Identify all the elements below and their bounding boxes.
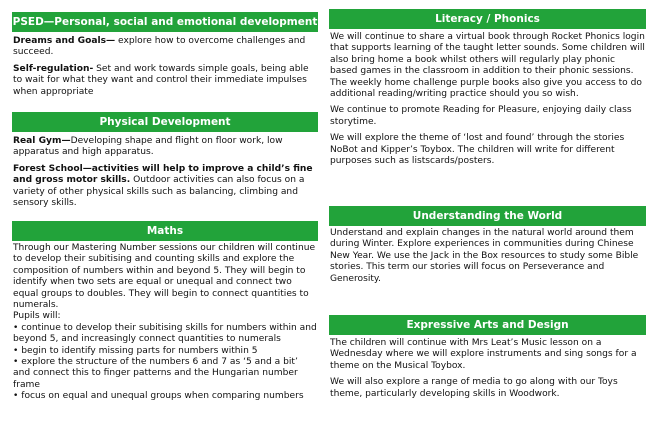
ead-body (330, 338, 645, 405)
forest-label: Forest School—activities will help to improve a child’s fine and gross motor skills. (13, 163, 313, 186)
psed-dreams (13, 36, 317, 59)
gym-label: Real Gym— (13, 136, 71, 146)
literacy-p2: We continue to promote Reading for Pleasure, enjoying daily class storytime. (330, 105, 632, 127)
maths-section (12, 221, 318, 426)
psed-section (12, 12, 318, 112)
utw-body (330, 228, 645, 290)
literacy-p1: We will continue to share a virtual book through Rocket Phonics login that supports learning of the taught letter sounds. Some children will also bring home a book whilst others will regularly play phonic based games in the classroom in addition to their phonic sessions. The weekly home challenge purple books also give you access to do additional reading/writing practice should you so wish. (330, 32, 645, 100)
ead-p1: The children will continue with Mrs Leat’s Music lesson on a Wednesday where we will explore instruments and sing songs for a theme on the Musical Toybox. (330, 338, 637, 371)
maths-bullets (13, 323, 317, 403)
physical-forest (13, 164, 317, 210)
maths-body (13, 243, 317, 403)
physical-header: Physical Development (12, 112, 318, 132)
ead-p2: We will also explore a range of media to go along with our Toys theme, particularly developing skills in Woodwork. (330, 377, 618, 399)
psed-body (13, 36, 317, 103)
selfreg-label: Self-regulation- (13, 63, 94, 74)
forest-text: Outdoor activities can also focus on a variety of other physical skills such as balancing, climbing and sensory skills. (13, 175, 305, 209)
selfreg-text: Set and work towards simple goals, being able to wait for what they want and control their immediate impulses when appropriate (13, 63, 309, 97)
dreams-label: Dreams and Goals— (13, 36, 116, 46)
physical-section (12, 112, 318, 220)
literacy-section (329, 9, 646, 205)
list-item: • continue to develop their subitising skills for numbers within and beyond 5, and increasingly connect quantities to numerals (13, 322, 317, 345)
maths-header: Maths (12, 221, 318, 241)
physical-body (13, 136, 317, 214)
list-item: • explore the structure of the numbers 6 and 7 as ‘5 and a bit’ and connect this to finger patterns and the Hungarian number frame (13, 357, 298, 390)
psed-selfreg (13, 64, 317, 98)
ead-section (329, 315, 646, 426)
utw-section (329, 206, 646, 314)
physical-gym (13, 136, 317, 159)
literacy-body (330, 32, 645, 172)
gym-text: Developing shape and flight on floor work, low apparatus and high apparatus. (13, 136, 283, 158)
list-item: • begin to identify missing parts for numbers within 5 (13, 345, 258, 356)
literacy-p3: We will explore the theme of ‘lost and found’ through the stories NoBot and Kipper’s Toybox. The children will write for different purposes such as listscards/posters. (330, 133, 625, 167)
maths-pupils-label: Pupils will: (13, 311, 61, 322)
utw-p1: Understand and explain changes in the natural world around them during Winter. Explore experiences in communities during Chinese New Year. We use the Jack in the Box resources to study some Bible stories. This term our stories will focus on Perseverance and Generosity. (330, 228, 639, 284)
utw-header: Understanding the World (329, 206, 646, 226)
literacy-header: Literacy / Phonics (329, 9, 646, 29)
dreams-text: explore how to overcome challenges and succeed. (13, 36, 306, 58)
ead-header: Expressive Arts and Design (329, 315, 646, 335)
list-item: • focus on equal and unequal groups when comparing numbers (13, 391, 304, 402)
psed-header: PSED—Personal, social and emotional development (12, 12, 318, 32)
maths-intro: Through our Mastering Number sessions our children will continue to develop their subitising and counting skills and explore the composition of numbers within and beyond 5. They will begin to identify when two sets are equal or unequal and connect two equal groups to doubles. They will begin to connect quantities to numerals. (13, 243, 316, 311)
